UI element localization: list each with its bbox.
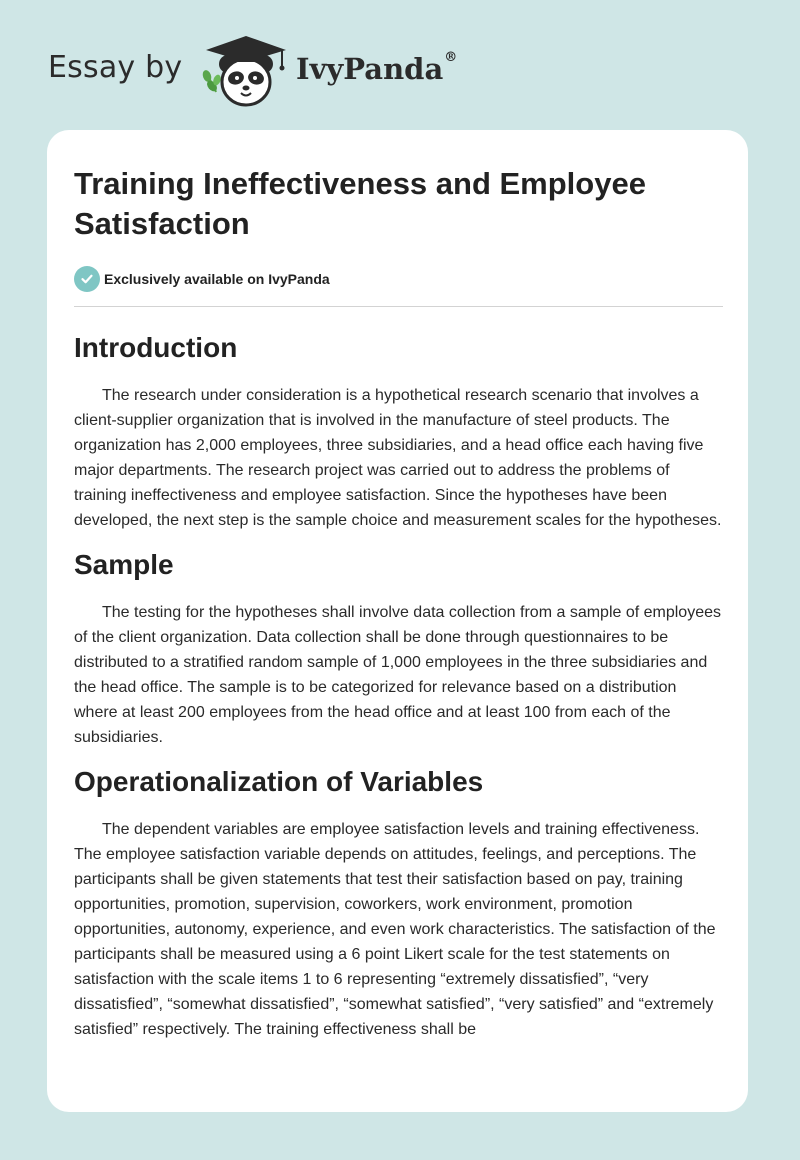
check-circle-icon: [74, 266, 100, 292]
article-content: [74, 164, 722, 1042]
article-card: [47, 130, 748, 1112]
brand-logo-text: [296, 52, 457, 86]
section-paragraph-operationalization: The dependent variables are employee satisfaction levels and training effectiveness. The employee satisfaction variable depends on attitudes, feelings, and perceptions. The participants shall be given statements that test their satisfaction based on pay, training opportunities, promotion, supervision, coworkers, work environment, promotion opportunities, autonomy, experience, and even work characteristics. The satisfaction of the participants shall be measured using a 6 point Likert scale for the test statements on satisfaction with the scale items 1 to 6 representing “extremely dissatisfied”, “very dissatisfied”, “somewhat dissatisfied”, “somewhat satisfied”, “very satisfied” and “extremely satisfied” respectively. The training effectiveness shall be: [74, 821, 716, 1038]
section-heading-operationalization: Operationalization of Variables: [74, 766, 484, 797]
section-heading-sample: Sample: [74, 549, 174, 580]
exclusive-badge: [74, 266, 722, 292]
title-divider: [74, 306, 723, 307]
section-heading-introduction: Introduction: [74, 332, 238, 363]
brand-name: IvyPanda: [296, 52, 444, 86]
panda-graduation-cap-icon: [198, 30, 294, 110]
section-paragraph-introduction: The research under consideration is a hypothetical research scenario that involves a client-supplier organization that is involved in the manufacture of steel products. The organization has 2,000 employees, three subsidiaries, and a head office each having five major departments. The research project was carried out to address the problems of training ineffectiveness and employee satisfaction. Since the hypotheses have been developed, the next step is the sample choice and measurement scales for the hypotheses.: [74, 387, 722, 529]
article-title: Training Ineffectiveness and Employee Satisfaction: [74, 166, 646, 241]
essay-by-label: Essay by: [48, 50, 183, 85]
section-paragraph-sample: The testing for the hypotheses shall involve data collection from a sample of employees of the client organization. Data collection shall be done through questionnaires to be distributed to a stratified random sample of 1,000 employees in the three subsidiaries and the head office. The sample is to be categorized for relevance based on a distribution where at least 200 employees from the head office and at least 100 from each of the subsidiaries.: [74, 604, 721, 746]
exclusive-badge-label: Exclusively available on IvyPanda: [104, 271, 330, 287]
site-header: [0, 0, 800, 130]
registered-mark: ®: [444, 50, 458, 65]
